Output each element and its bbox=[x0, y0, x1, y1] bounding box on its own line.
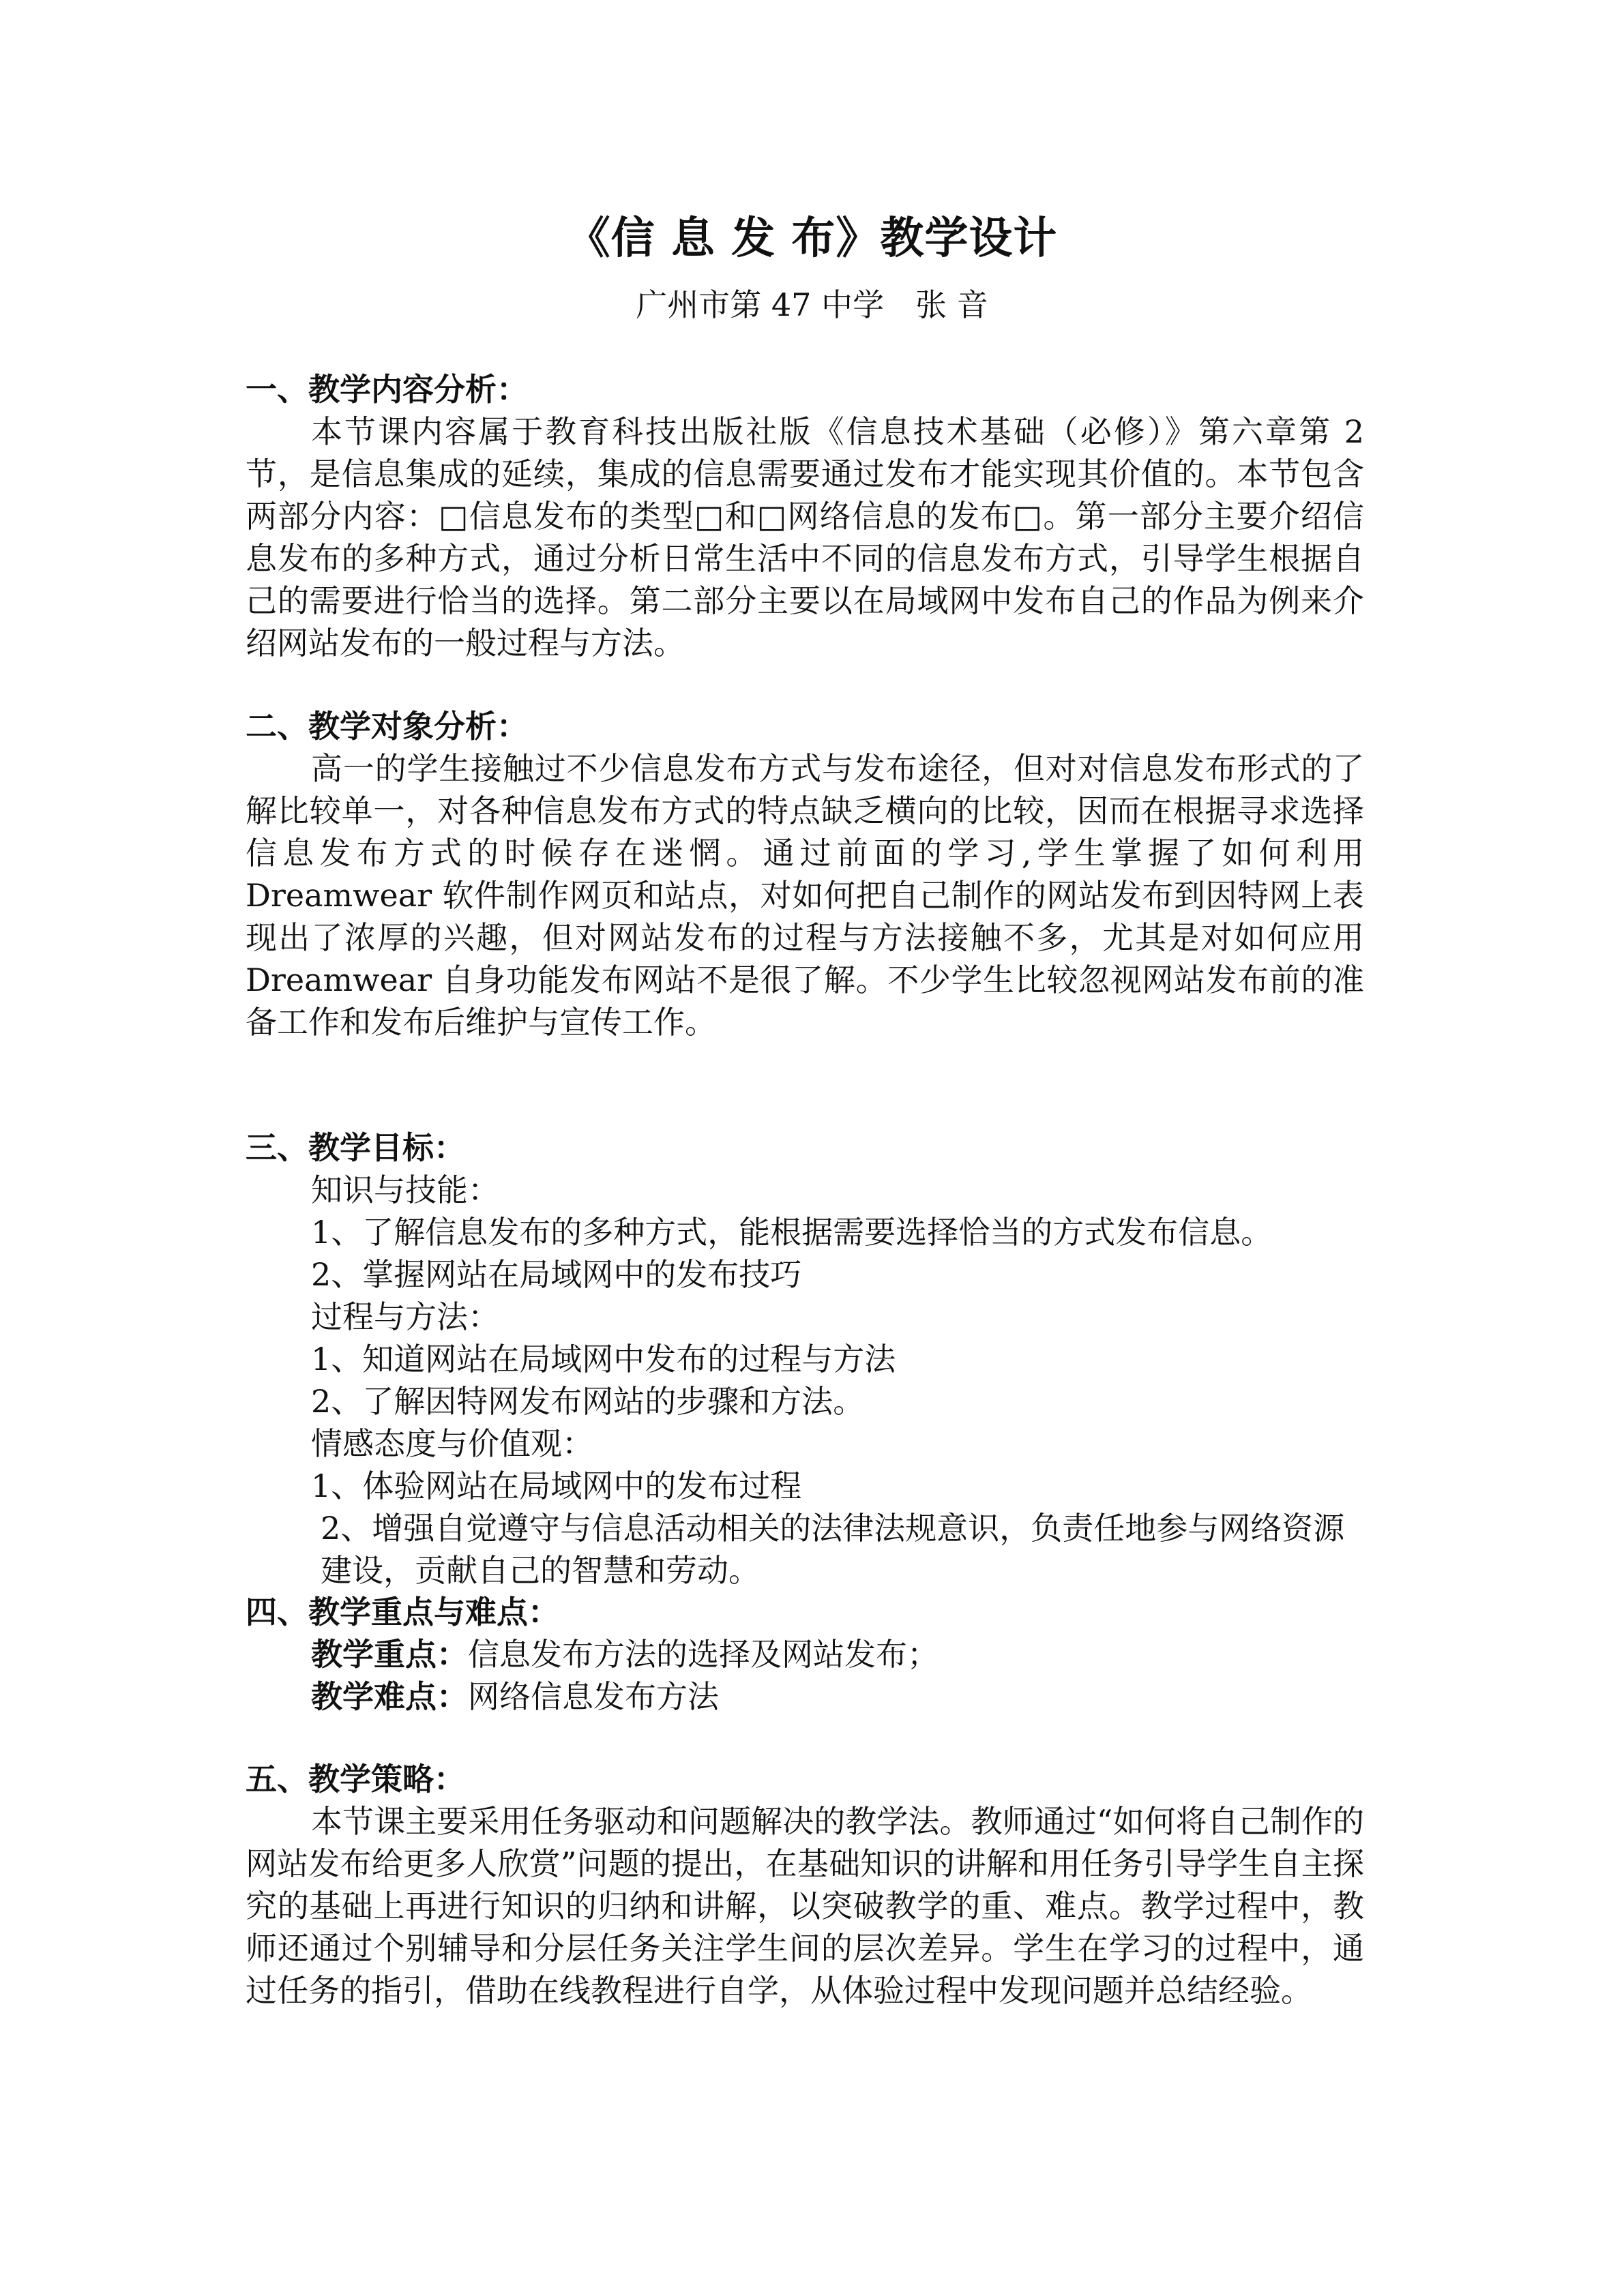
objective-item: 2、掌握网站在局域网中的发布技巧 bbox=[311, 1256, 802, 1293]
objective-item: 2、增强自觉遵守与信息活动相关的法律法规意识，负责任地参与网络资源建设，贡献自己的智慧和劳动。 bbox=[321, 1510, 1345, 1589]
section-heading: 一、教学内容分析： bbox=[246, 371, 528, 408]
objective-item: 2、了解因特网发布网站的步骤和方法。 bbox=[311, 1383, 865, 1420]
objective-item: 1、知道网站在局域网中发布的过程与方法 bbox=[311, 1341, 896, 1377]
difficulty-text: 网络信息发布方法 bbox=[468, 1678, 719, 1715]
section-student-analysis bbox=[246, 705, 1364, 1043]
objective-group-title: 过程与方法： bbox=[311, 1298, 499, 1335]
objective-group-title: 知识与技能： bbox=[311, 1172, 499, 1208]
section-teaching-objectives bbox=[246, 1127, 1364, 1592]
document-title: 《信 息 发 布》教学设计 bbox=[566, 213, 1058, 264]
objective-item: 1、了解信息发布的多种方式，能根据需要选择恰当的方式发布信息。 bbox=[311, 1214, 1273, 1251]
section-key-points bbox=[246, 1591, 1364, 1718]
section-heading: 五、教学策略： bbox=[246, 1761, 465, 1798]
section-paragraph: 高一的学生接触过不少信息发布方式与发布途径，但对对信息发布形式的了解比较单一，对各种信息发布方式的特点缺乏横向的比较，因而在根据寻求选择信息发布方式的时候存在迷惘。通过前面的学习,学生掌握了如何利用 Dreamwear 软件制作网页和站点，对如何把自己制作的网站发布到因特网上表现出了浓厚的兴趣，但对网站发布的过程与方法接触不多，尤其是对如何应用 Dreamwear 自身功能发布网站不是很了解。不少学生比较忽视网站发布前的准备工作和发布后维护与宣传工作。 bbox=[246, 750, 1364, 1041]
key-point-line bbox=[246, 1633, 1364, 1675]
section-content-analysis bbox=[246, 368, 1364, 664]
section-paragraph: 本节课内容属于教育科技出版社版《信息技术基础（必修）》第六章第 2 节，是信息集成的延续，集成的信息需要通过发布才能实现其价值的。本节包含两部分内容：□信息发布的类型□和□网络信息的发布□。第一部分主要介绍信息发布的多种方式，通过分析日常生活中不同的信息发布方式，引导学生根据自己的需要进行恰当的选择。第二部分主要以在局域网中发布自己的作品为例来介绍网站发布的一般过程与方法。 bbox=[246, 413, 1364, 661]
objective-group-title: 情感态度与价值观： bbox=[311, 1425, 593, 1462]
section-teaching-strategy bbox=[246, 1758, 1364, 2012]
difficulty-line bbox=[246, 1675, 1364, 1718]
objective-item: 1、体验网站在局域网中的发布过程 bbox=[311, 1467, 802, 1504]
section-heading: 三、教学目标： bbox=[246, 1129, 465, 1166]
section-heading: 四、教学重点与难点： bbox=[246, 1594, 559, 1630]
section-heading: 二、教学对象分析： bbox=[246, 708, 528, 745]
section-paragraph: 本节课主要采用任务驱动和问题解决的教学法。教师通过“如何将自己制作的网站发布给更多人欣赏”问题的提出，在基础知识的讲解和用任务引导学生自主探究的基础上再进行知识的归纳和讲解，以突破教学的重、难点。教学过程中，教师还通过个别辅导和分层任务关注学生间的层次差异。学生在学习的过程中，通过任务的指引，借助在线教程进行自学，从体验过程中发现问题并总结经验。 bbox=[246, 1803, 1364, 2009]
key-point-label: 教学重点： bbox=[311, 1636, 468, 1673]
key-point-text: 信息发布方法的选择及网站发布； bbox=[468, 1636, 939, 1673]
author-line: 广州市第 47 中学 张 音 bbox=[636, 286, 988, 323]
difficulty-label: 教学难点： bbox=[311, 1678, 468, 1715]
